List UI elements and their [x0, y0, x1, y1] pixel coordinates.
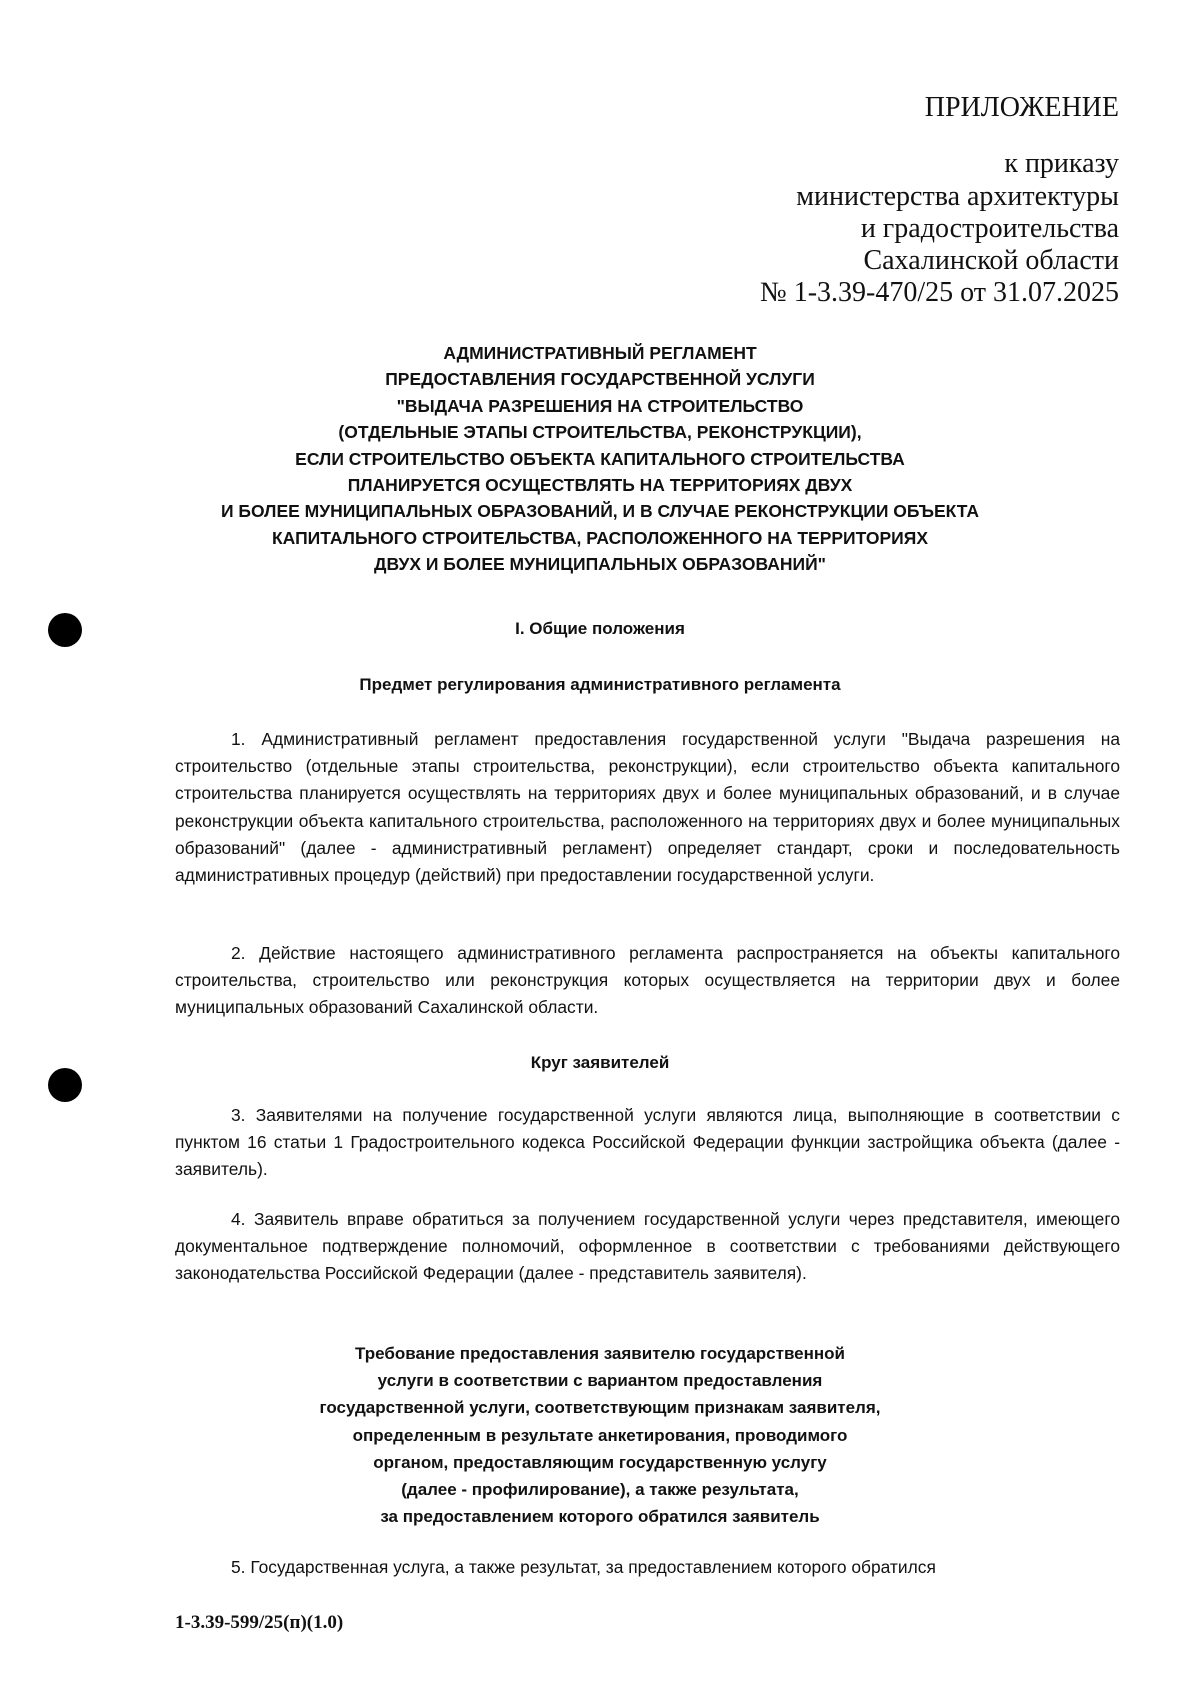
- appendix-line: к приказу: [1004, 148, 1119, 179]
- requirement-heading-line: органом, предоставляющим государственную услугу: [373, 1452, 827, 1472]
- punch-hole-top: [48, 613, 82, 647]
- requirement-heading-line: за предоставлением которого обратился заявитель: [380, 1507, 820, 1527]
- title-line: ЕСЛИ СТРОИТЕЛЬСТВО ОБЪЕКТА КАПИТАЛЬНОГО СТРОИТЕЛЬСТВА: [295, 448, 905, 469]
- title-line: ПЛАНИРУЕТСЯ ОСУЩЕСТВЛЯТЬ НА ТЕРРИТОРИЯХ ДВУХ: [347, 475, 853, 496]
- title-line: ПРЕДОСТАВЛЕНИЯ ГОСУДАРСТВЕННОЙ УСЛУГИ: [385, 369, 815, 390]
- title-line: АДМИНИСТРАТИВНЫЙ РЕГЛАМЕНТ: [443, 343, 757, 363]
- requirement-heading: [160, 1340, 1040, 1530]
- appendix-line: Сахалинской области: [863, 245, 1119, 276]
- title-line: (ОТДЕЛЬНЫЕ ЭТАПЫ СТРОИТЕЛЬСТВА, РЕКОНСТРУКЦИИ),: [338, 422, 862, 443]
- appendix-line: и градостроительства: [860, 213, 1119, 244]
- subsection-heading-subject: Предмет регулирования административного регламента: [359, 675, 841, 694]
- title-line: "ВЫДАЧА РАЗРЕШЕНИЯ НА СТРОИТЕЛЬСТВО: [396, 395, 804, 416]
- paragraph-1: 1. Административный регламент предоставления государственной услуги "Выдача разрешения на строительство (отдельные этапы строительства, реконструкции), если строительство объекта капитального строительства планируется осуществлять на территориях двух и более муниципальных образований, и в случае реконструкции объекта капитального строительства, расположенного на территориях двух и более муниципальных образований" (далее - административный регламент) определяет стандарт, сроки и последовательность административных процедур (действий) при предоставлении государственной услуги.: [175, 729, 1120, 886]
- paragraph-3: 3. Заявителями на получение государственной услуги являются лица, выполняющие в соответствии с пунктом 16 статьи 1 Градостроительного кодекса Российской Федерации функции застройщика объекта (далее - заявитель).: [175, 1105, 1120, 1180]
- punch-hole-bottom: [48, 1068, 82, 1102]
- requirement-heading-line: услуги в соответствии с вариантом предоставления: [377, 1371, 823, 1391]
- appendix-line: министерства архитектуры: [796, 181, 1119, 212]
- appendix-block: [719, 0, 1119, 320]
- appendix-order-number: № 1-3.39-470/25 от 31.07.2025: [759, 277, 1119, 308]
- document-title: [160, 340, 1040, 578]
- document-footer-code: 1-3.39-599/25(п)(1.0): [175, 1612, 344, 1633]
- title-line: И БОЛЕЕ МУНИЦИПАЛЬНЫХ ОБРАЗОВАНИЙ, И В СЛУЧАЕ РЕКОНСТРУКЦИИ ОБЪЕКТА: [220, 501, 980, 522]
- section-heading-general: I. Общие положения: [515, 619, 685, 638]
- title-line: КАПИТАЛЬНОГО СТРОИТЕЛЬСТВА, РАСПОЛОЖЕННОГО НА ТЕРРИТОРИЯХ: [271, 527, 928, 548]
- requirement-heading-line: Требование предоставления заявителю государственной: [354, 1344, 845, 1363]
- title-line: ДВУХ И БОЛЕЕ МУНИЦИПАЛЬНЫХ ОБРАЗОВАНИЙ": [374, 554, 826, 575]
- appendix-title: ПРИЛОЖЕНИЕ: [924, 92, 1119, 123]
- requirement-heading-line: государственной услуги, соответствующим признакам заявителя,: [319, 1398, 881, 1418]
- requirement-heading-line: определенным в результате анкетирования, проводимого: [352, 1425, 848, 1445]
- paragraph-4: 4. Заявитель вправе обратиться за получением государственной услуги через представителя, имеющего документальное подтверждение полномочий, оформленное в соответствии с требованиями действующего законодательства Российской Федерации (далее - представитель заявителя).: [175, 1209, 1120, 1284]
- paragraph-2: 2. Действие настоящего административного регламента распространяется на объекты капитального строительства, строительство или реконструкция которых осуществляется на территории двух и более муниципальных образований Сахалинской области.: [175, 943, 1120, 1018]
- requirement-heading-line: (далее - профилирование), а также результата,: [401, 1480, 799, 1500]
- subsection-heading-applicants: Круг заявителей: [530, 1053, 670, 1072]
- paragraph-5: 5. Государственная услуга, а также результат, за предоставлением которого обратился: [231, 1557, 936, 1577]
